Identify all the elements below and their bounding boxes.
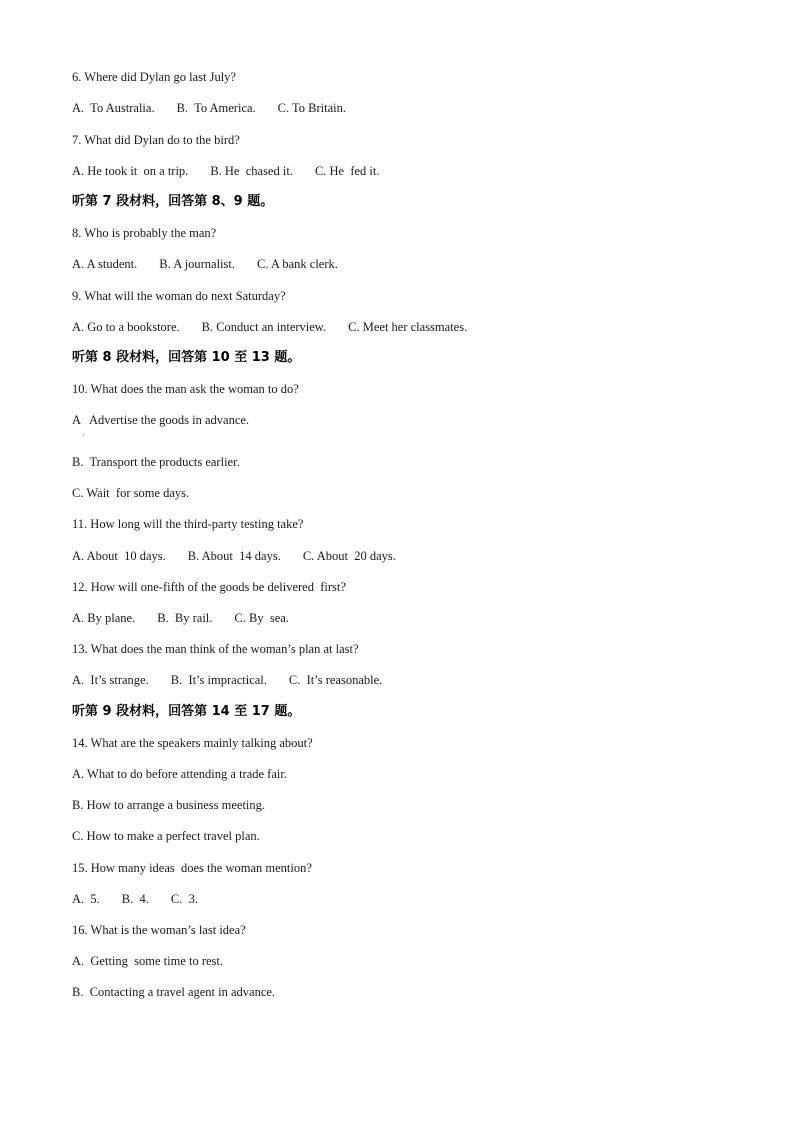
- answer-option: B. It’s impractical.: [170, 673, 267, 687]
- answer-option: C. About 20 days.: [302, 549, 396, 563]
- answer-option-line: B. Contacting a travel agent in advance.: [72, 985, 276, 999]
- answer-option: B. To America.: [176, 101, 256, 115]
- section-heading: 听第 8 段材料，回答第 10 至 13 题。: [72, 350, 301, 365]
- question-text: 16. What is the woman’s last idea?: [72, 923, 246, 937]
- answer-option: C. A bank clerk.: [257, 257, 338, 271]
- answer-option-line: C. How to make a perfect travel plan.: [72, 829, 260, 843]
- answer-options-row: [72, 100, 346, 116]
- answer-options-row: [72, 672, 382, 688]
- answer-option: B. Conduct an interview.: [201, 320, 327, 334]
- answer-option: A. Go to a bookstore.: [72, 320, 180, 334]
- answer-option: C. To Britain.: [277, 101, 347, 115]
- question-text: 10. What does the man ask the woman to do?: [72, 382, 299, 396]
- answer-options-row: [72, 548, 396, 564]
- answer-option: B. A journalist.: [159, 257, 235, 271]
- section-heading: 听第 9 段材料，回答第 14 至 17 题。: [72, 704, 301, 719]
- answer-option: A. 5.: [72, 892, 100, 906]
- answer-options-row: [72, 256, 338, 272]
- answer-option: A. A student.: [72, 257, 138, 271]
- answer-options-row: [72, 610, 289, 626]
- question-text: 12. How will one-fifth of the goods be delivered first?: [72, 580, 346, 594]
- answer-option-line: C. Wait for some days.: [72, 486, 190, 500]
- answer-option: C. Meet her classmates.: [348, 320, 468, 334]
- question-text: 13. What does the man think of the woman’s plan at last?: [72, 642, 359, 656]
- answer-option: B. About 14 days.: [187, 549, 281, 563]
- answer-option: A. He took it on a trip.: [72, 164, 189, 178]
- question-text: 9. What will the woman do next Saturday?: [72, 289, 286, 303]
- answer-option: C. He fed it.: [314, 164, 380, 178]
- answer-option: A. About 10 days.: [72, 549, 166, 563]
- answer-option: B. 4.: [121, 892, 149, 906]
- question-text: 8. Who is probably the man?: [72, 226, 217, 240]
- answer-option: B. He chased it.: [210, 164, 293, 178]
- answer-option-line: A Advertise the goods in advance.: [72, 413, 250, 427]
- answer-option-line: B. Transport the products earlier.: [72, 455, 240, 469]
- question-text: 7. What did Dylan do to the bird?: [72, 133, 240, 147]
- answer-options-row: [72, 891, 198, 907]
- answer-option: A. To Australia.: [72, 101, 155, 115]
- question-text: 6. Where did Dylan go last July?: [72, 70, 236, 84]
- answer-option-line: A. Getting some time to rest.: [72, 954, 224, 968]
- question-text: 11. How long will the third-party testing take?: [72, 517, 304, 531]
- answer-options-row: [72, 319, 467, 335]
- answer-options-row: [72, 163, 380, 179]
- question-text: 14. What are the speakers mainly talking about?: [72, 736, 313, 750]
- answer-option: B. By rail.: [157, 611, 213, 625]
- section-heading: 听第 7 段材料，回答第 8、9 题。: [72, 194, 274, 209]
- stray-dot-mark: ·: [82, 431, 85, 440]
- answer-option: A. It’s strange.: [72, 673, 149, 687]
- answer-option: C. By sea.: [234, 611, 289, 625]
- answer-option: C. It’s reasonable.: [288, 673, 383, 687]
- answer-option: C. 3.: [170, 892, 198, 906]
- answer-option-line: B. How to arrange a business meeting.: [72, 798, 266, 812]
- question-text: 15. How many ideas does the woman mention?: [72, 861, 312, 875]
- answer-option: A. By plane.: [72, 611, 136, 625]
- answer-option-line: A. What to do before attending a trade fair.: [72, 767, 287, 781]
